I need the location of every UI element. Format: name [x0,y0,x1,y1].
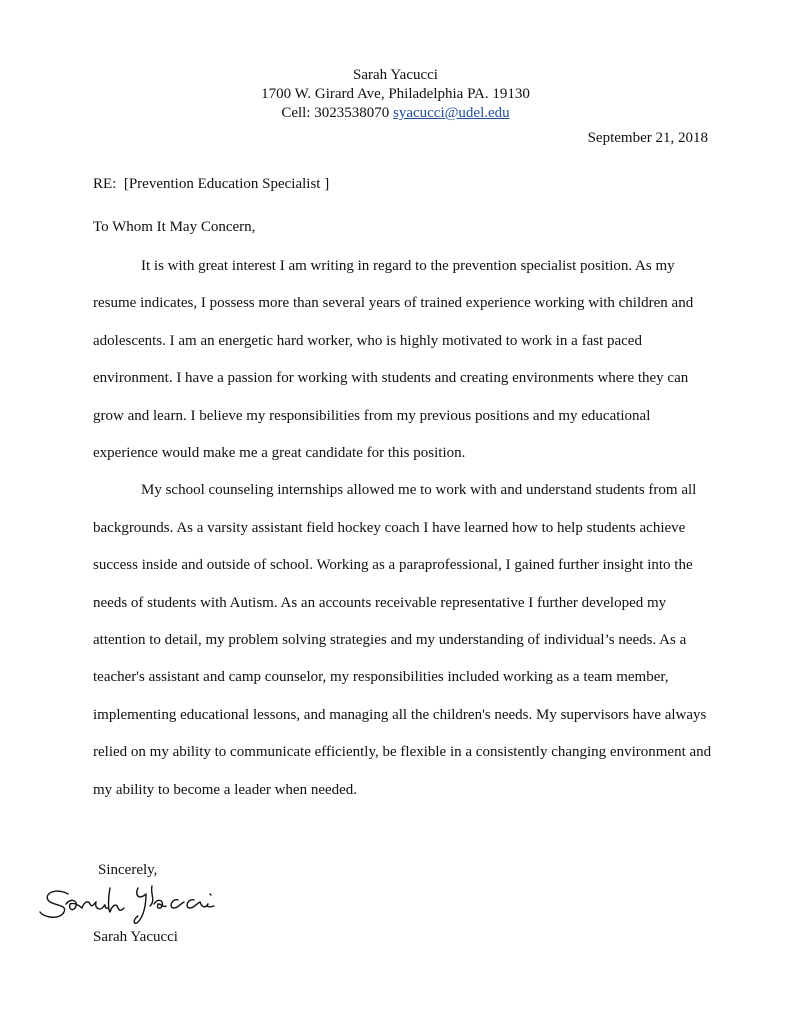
re-line: RE: [Prevention Education Specialist ] [93,176,330,192]
sender-address: 1700 W. Girard Ave, Philadelphia PA. 19130 [261,86,530,102]
letter-body [93,248,715,809]
sender-contact [0,104,791,123]
letter-date: September 21, 2018 [587,130,708,146]
handwritten-signature [38,882,248,930]
sender-name: Sarah Yacucci [353,67,438,83]
email-link[interactable]: syacucci@udel.edu [392,105,510,121]
body-paragraph-1: It is with great interest I am writing in regard to the prevention specialist position. As my resume indicates, I possess more than several years of trained experience working with children and adolescents. I am an energetic hard worker, who is highly motivated to work in a fast paced environment. I have a passion for working with students and creating environments where they can grow and learn. I believe my responsibilities from my previous positions and my educational experience would make me a great candidate for this position. [93,258,694,462]
salutation: To Whom It May Concern, [93,219,256,235]
letterhead [0,66,791,123]
signer-name: Sarah Yacucci [93,929,178,945]
body-paragraph-2: My school counseling internships allowed me to work with and understand students from all backgrounds. As a varsity assistant field hockey coach I have learned how to help students achieve success inside and outside of school. Working as a paraprofessional, I gained further insight into the needs of students with Autism. As an accounts receivable representative I further developed my attention to detail, my problem solving strategies and my understanding of individual’s needs. As a teacher's assistant and camp counselor, my responsibilities included working as a team member, implementing educational lessons, and managing all the children's needs. My supervisors have always relied on my ability to communicate efficiently, be flexible in a consistently changing environment and my ability to become a leader when needed. [93,482,712,798]
closing: Sincerely, [98,862,158,878]
sender-cell: Cell: 3023538070 [281,105,390,121]
